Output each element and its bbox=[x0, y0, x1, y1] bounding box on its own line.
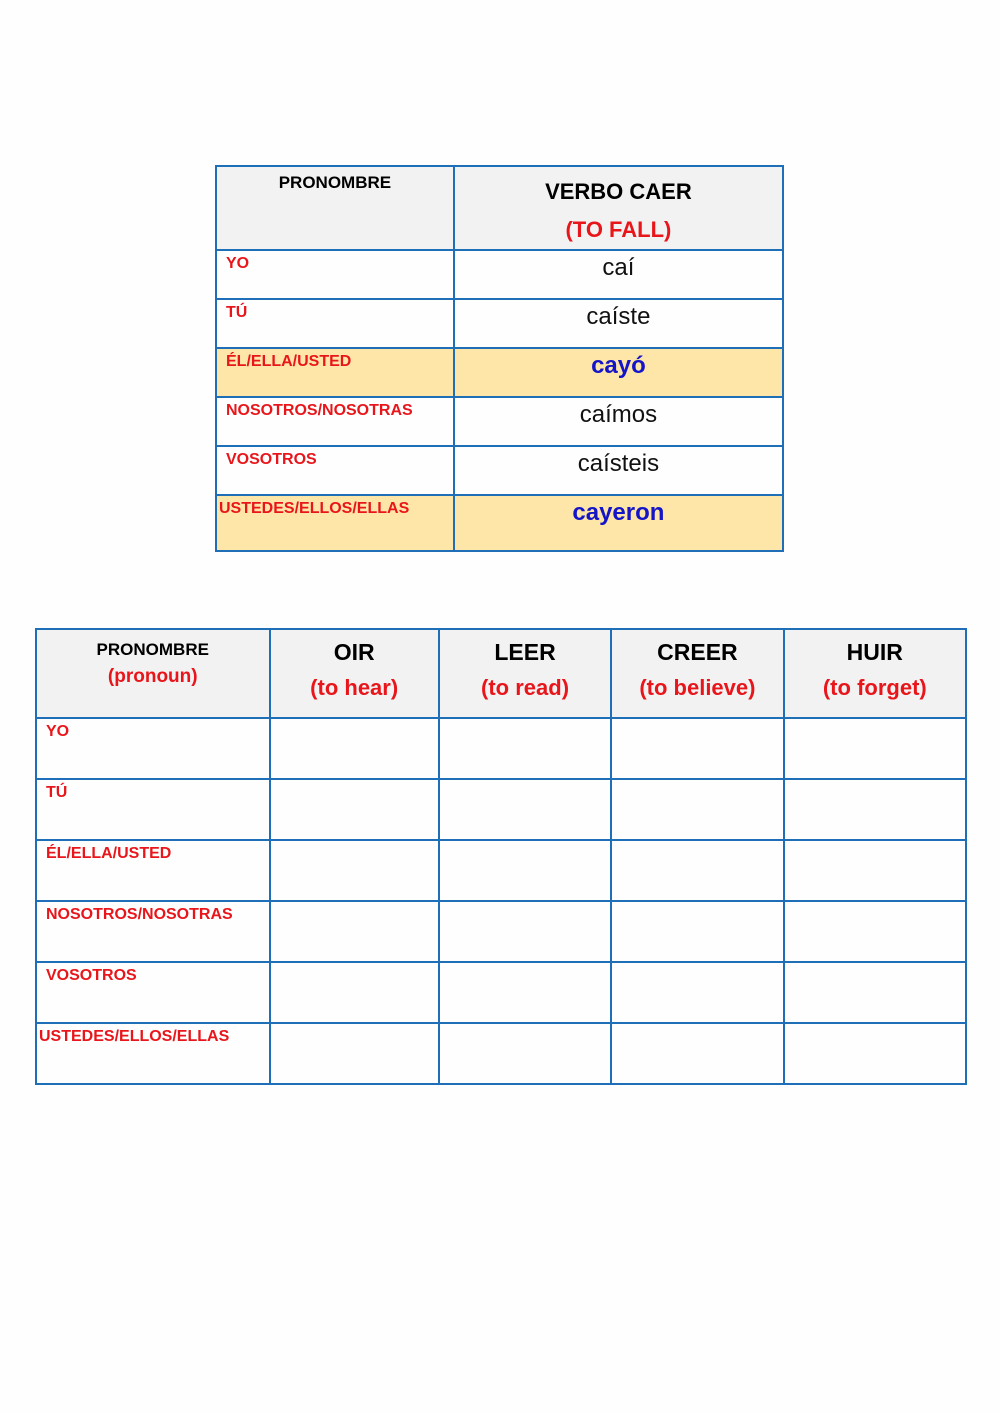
header-row bbox=[36, 629, 966, 718]
answer-cell[interactable] bbox=[439, 718, 611, 779]
verb-title: CREER bbox=[657, 639, 738, 665]
answer-cell[interactable] bbox=[784, 901, 966, 962]
answer-cell[interactable] bbox=[611, 901, 783, 962]
pronoun-header: PRONOMBRE bbox=[278, 173, 392, 192]
verb-translation: (TO FALL) bbox=[565, 217, 672, 242]
verb-translation: (to hear) bbox=[310, 675, 399, 700]
answer-cell[interactable] bbox=[439, 779, 611, 840]
header-row bbox=[216, 166, 783, 250]
pronoun-label: ÉL/ELLA/USTED bbox=[226, 353, 352, 370]
verb-header-cell bbox=[270, 629, 439, 718]
answer-cell[interactable] bbox=[270, 901, 439, 962]
pronoun-label: NOSOTROS/NOSOTRAS bbox=[46, 906, 233, 923]
table-row bbox=[216, 250, 783, 299]
answer-cell[interactable] bbox=[611, 718, 783, 779]
verb-translation: (to forget) bbox=[822, 675, 927, 700]
table-row-highlighted bbox=[216, 495, 783, 551]
answer-cell[interactable] bbox=[611, 962, 783, 1023]
caer-conjugation-table bbox=[215, 165, 784, 552]
verb-form: caímos bbox=[579, 401, 658, 428]
pronoun-label: USTEDES/ELLOS/ELLAS bbox=[219, 500, 410, 517]
pronoun-label: VOSOTROS bbox=[46, 967, 137, 984]
pronoun-label: YO bbox=[46, 723, 70, 740]
table-row bbox=[36, 840, 966, 901]
answer-cell[interactable] bbox=[270, 779, 439, 840]
answer-cell[interactable] bbox=[439, 1023, 611, 1084]
table-row bbox=[216, 446, 783, 495]
table-row bbox=[36, 718, 966, 779]
table-row bbox=[36, 901, 966, 962]
answer-cell[interactable] bbox=[439, 901, 611, 962]
table-row bbox=[216, 299, 783, 348]
answer-cell[interactable] bbox=[439, 840, 611, 901]
answer-cell[interactable] bbox=[270, 1023, 439, 1084]
practice-conjugation-table bbox=[35, 628, 967, 1085]
verb-form: caísteis bbox=[577, 450, 660, 477]
answer-cell[interactable] bbox=[611, 840, 783, 901]
answer-cell[interactable] bbox=[784, 1023, 966, 1084]
pronoun-title: PRONOMBRE bbox=[96, 640, 209, 659]
verb-translation: (to believe) bbox=[639, 675, 756, 700]
table-row bbox=[216, 397, 783, 446]
pronoun-header-cell bbox=[216, 166, 454, 250]
pronoun-header-cell bbox=[36, 629, 270, 718]
answer-cell[interactable] bbox=[270, 840, 439, 901]
verb-form: cayó bbox=[591, 352, 646, 379]
verb-title: OIR bbox=[333, 639, 375, 665]
pronoun-header bbox=[37, 630, 269, 690]
pronoun-label: NOSOTROS/NOSOTRAS bbox=[226, 402, 413, 419]
table-row-highlighted bbox=[216, 348, 783, 397]
verb-header-cell bbox=[454, 166, 783, 250]
answer-cell[interactable] bbox=[611, 779, 783, 840]
table-row bbox=[36, 779, 966, 840]
verb-header-cell bbox=[439, 629, 611, 718]
answer-cell[interactable] bbox=[784, 962, 966, 1023]
verb-form: cayeron bbox=[572, 499, 665, 526]
answer-cell[interactable] bbox=[784, 779, 966, 840]
verb-translation: (to read) bbox=[481, 675, 570, 700]
verb-header-cell bbox=[611, 629, 783, 718]
pronoun-label: ÉL/ELLA/USTED bbox=[46, 845, 172, 862]
answer-cell[interactable] bbox=[439, 962, 611, 1023]
verb-form: caí bbox=[602, 254, 635, 281]
verb-header-cell bbox=[784, 629, 966, 718]
answer-cell[interactable] bbox=[270, 718, 439, 779]
pronoun-label: YO bbox=[226, 255, 250, 272]
verb-header bbox=[455, 167, 782, 249]
answer-cell[interactable] bbox=[784, 718, 966, 779]
pronoun-translation: (pronoun) bbox=[107, 666, 198, 687]
table-row bbox=[36, 962, 966, 1023]
pronoun-label: USTEDES/ELLOS/ELLAS bbox=[39, 1028, 230, 1045]
verb-title: HUIR bbox=[846, 639, 903, 665]
answer-cell[interactable] bbox=[270, 962, 439, 1023]
pronoun-label: TÚ bbox=[226, 304, 248, 321]
answer-cell[interactable] bbox=[784, 840, 966, 901]
pronoun-label: VOSOTROS bbox=[226, 451, 317, 468]
answer-cell[interactable] bbox=[611, 1023, 783, 1084]
verb-title: VERBO CAER bbox=[545, 179, 692, 204]
pronoun-label: TÚ bbox=[46, 784, 68, 801]
table-row bbox=[36, 1023, 966, 1084]
verb-form: caíste bbox=[586, 303, 651, 330]
verb-title: LEER bbox=[494, 639, 556, 665]
